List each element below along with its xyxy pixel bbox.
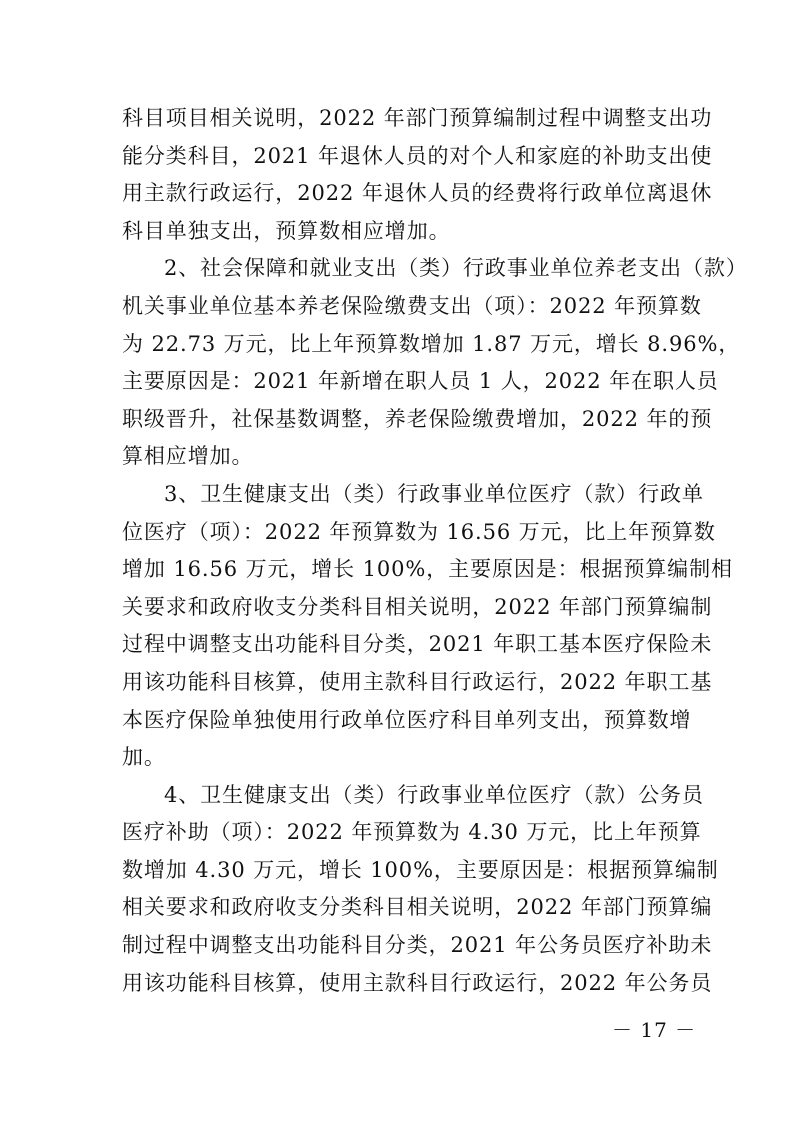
text-line: 过程中调整支出功能科目分类，2021 年职工基本医疗保险未 bbox=[122, 632, 713, 657]
text-line: 医疗补助（项）：2022 年预算数为 4.30 万元，比上年预算 bbox=[122, 820, 702, 845]
paragraph-start-line: 3、卫生健康支出（类）行政事业单位医疗（款）行政单 bbox=[164, 481, 704, 506]
text-line: 增加 16.56 万元，增长 100%，主要原因是：根据预算编制相 bbox=[122, 557, 733, 582]
paragraph-start-line: 4、卫生健康支出（类）行政事业单位医疗（款）公务员 bbox=[164, 782, 704, 807]
text-line: 用该功能科目核算，使用主款科目行政运行，2022 年公务员 bbox=[122, 970, 713, 995]
text-line: 数增加 4.30 万元，增长 100%，主要原因是：根据预算编制 bbox=[122, 857, 719, 882]
text-line: 科目单独支出，预算数相应增加。 bbox=[122, 218, 451, 243]
text-line: 算相应增加。 bbox=[122, 444, 254, 469]
text-line: 关要求和政府收支分类科目相关说明，2022 年部门预算编制 bbox=[122, 594, 713, 619]
text-line: 机关事业单位基本养老保险缴费支出（项）：2022 年预算数 bbox=[122, 293, 702, 318]
text-line: 制过程中调整支出功能科目分类，2021 年公务员医疗补助未 bbox=[122, 933, 713, 958]
text-line: 职级晋升，社保基数调整，养老保险缴费增加，2022 年的预 bbox=[122, 406, 713, 431]
text-line: 用该功能科目核算，使用主款科目行政运行，2022 年职工基 bbox=[122, 669, 713, 694]
body-text bbox=[122, 100, 748, 1002]
text-line: 位医疗（项）：2022 年预算数为 16.56 万元，比上年预算数 bbox=[122, 519, 716, 544]
paragraph-start-line: 2、社会保障和就业支出（类）行政事业单位养老支出（款） bbox=[164, 256, 748, 281]
text-line: 能分类科目，2021 年退休人员的对个人和家庭的补助支出使 bbox=[122, 143, 713, 168]
text-line: 用主款行政运行，2022 年退休人员的经费将行政单位离退休 bbox=[122, 181, 713, 206]
text-line: 本医疗保险单独使用行政单位医疗科目单列支出，预算数增 bbox=[122, 707, 692, 732]
page-number: － 17 － bbox=[612, 1018, 697, 1042]
text-line: 为 22.73 万元，比上年预算数增加 1.87 万元，增长 8.96%， bbox=[122, 331, 741, 356]
text-line: 科目项目相关说明，2022 年部门预算编制过程中调整支出功 bbox=[122, 106, 713, 130]
text-line: 主要原因是：2021 年新增在职人员 1 人，2022 年在职人员 bbox=[122, 369, 719, 394]
text-line: 加。 bbox=[122, 745, 166, 770]
text-line: 相关要求和政府收支分类科目相关说明，2022 年部门预算编 bbox=[122, 895, 713, 920]
